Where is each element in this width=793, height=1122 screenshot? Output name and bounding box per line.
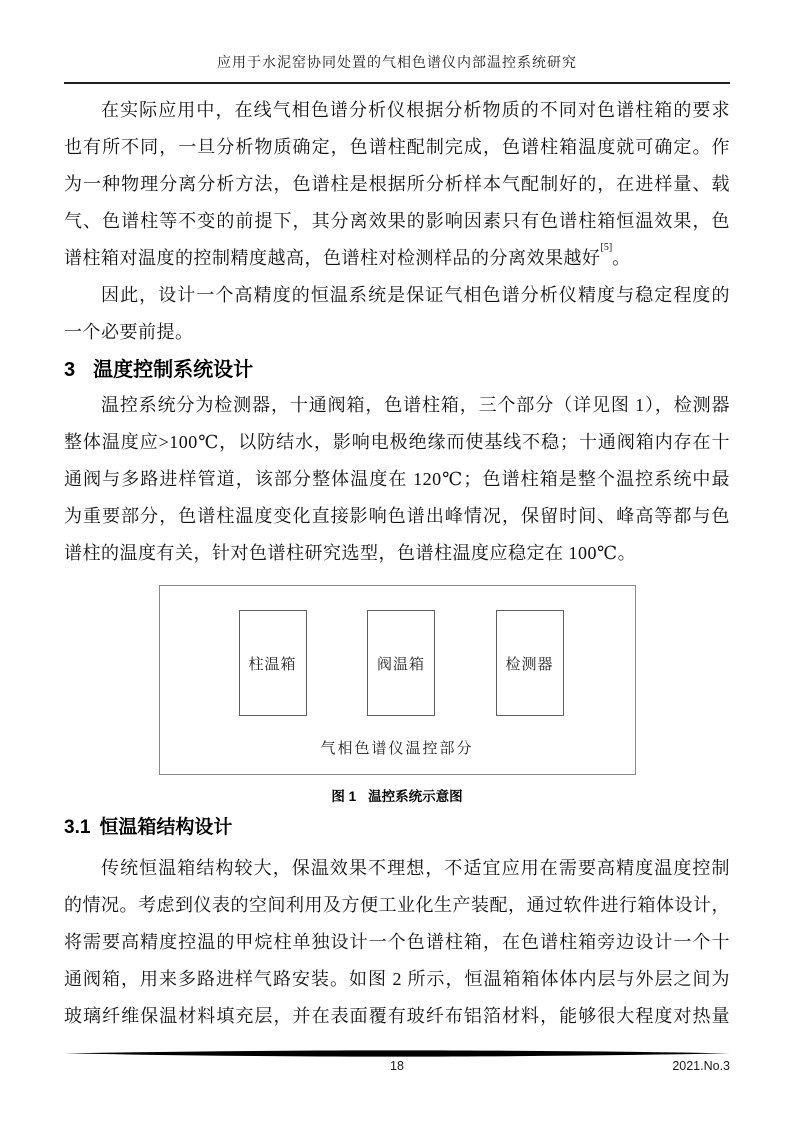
text-run: 谱柱箱对温度的控制精度越高，色谱柱对检测样品的分离效果越好	[64, 248, 601, 268]
text-line: 为重要部分，色谱柱温度变化直接影响色谱出峰情况，保留时间、峰高等都与色	[64, 506, 730, 526]
text-line: 也有所不同，一旦分析物质确定，色谱柱配制完成，色谱柱箱温度就可确定。作	[64, 137, 730, 157]
figure-caption-text: 温控系统示意图	[368, 789, 463, 804]
text-line: 的情况。考虑到仪表的空间利用及方便工业化生产装配，通过软件进行箱体设计，	[64, 895, 730, 915]
figure-box-valve-oven: 阀温箱	[367, 610, 435, 716]
text-line: 一个必要前提。	[64, 322, 194, 342]
figure-inner-label: 气相色谱仪温控部分	[320, 741, 474, 757]
text-line: 谱柱的温度有关，针对色谱柱研究选型，色谱柱温度应稳定在 100℃。	[64, 543, 637, 563]
section-title: 温度控制系统设计	[93, 359, 254, 381]
section-title: 恒温箱结构设计	[99, 817, 233, 838]
text-line: 为一种物理分离分析方法，色谱柱是根据所分析样本气配制好的，在进样量、载	[64, 174, 730, 194]
figure-box-row	[239, 610, 564, 716]
issue-number: 2021.No.3	[672, 1059, 730, 1073]
figure-box-detector: 检测器	[496, 610, 564, 716]
page-number: 18	[390, 1059, 404, 1073]
text-line: 整体温度应>100℃，以防结水，影响电极绝缘而使基线不稳；十通阀箱内存在十	[64, 432, 730, 452]
figure-1-diagram	[159, 585, 636, 775]
text-line: 温控系统分为检测器，十通阀箱，色谱柱箱，三个部分（详见图 1），检测器	[101, 395, 730, 415]
page-footer	[64, 1050, 730, 1077]
text-line: 因此，设计一个高精度的恒温系统是保证气相色谱分析仪精度与稳定程度的	[101, 285, 730, 305]
paragraph-2	[64, 277, 730, 351]
text-line: 通阀箱，用来多路进样气路安装。如图 2 所示，恒温箱箱体体内层与外层之间为	[64, 969, 730, 989]
figure-caption-tag: 图 1	[331, 789, 357, 804]
section-number: 3.1	[64, 817, 91, 838]
section-number: 3	[64, 359, 76, 381]
footer-rule	[64, 1050, 730, 1057]
section-heading-3-1	[64, 814, 730, 842]
text-line: 通阀与多路进样管道，该部分整体温度在 120℃；色谱柱箱是整个温控系统中最	[64, 469, 730, 489]
footer-row	[64, 1059, 730, 1077]
paragraph-1	[64, 92, 730, 277]
text-line: 传统恒温箱结构较大，保温效果不理想，不适宜应用在需要高精度温度控制	[101, 858, 730, 878]
citation-marker: [5]	[600, 242, 613, 253]
text-line: 玻璃纤维保温材料填充层，并在表面覆有玻纤布铝箔材料，能够很大程度对热量	[64, 1006, 730, 1026]
text-line	[64, 240, 730, 277]
running-header-title: 应用于水泥窑协同处置的气相色谱仪内部温控系统研究	[217, 56, 577, 71]
text-line: 气、色谱柱等不变的前提下，其分离效果的影响因素只有色谱柱箱恒温效果，色	[64, 211, 730, 231]
paragraph-4	[64, 850, 730, 1035]
header-rule	[64, 82, 730, 84]
figure-1-caption	[64, 787, 730, 807]
paragraph-3	[64, 387, 730, 572]
text-line: 将需要高精度控温的甲烷柱单独设计一个色谱柱箱，在色谱柱箱旁边设计一个十	[64, 932, 730, 952]
body-text	[64, 92, 730, 1035]
section-heading-3	[64, 355, 730, 385]
figure-box-column-oven: 柱温箱	[239, 610, 307, 716]
text-run: 。	[612, 248, 631, 268]
text-line: 在实际应用中，在线气相色谱分析仪根据分析物质的不同对色谱柱箱的要求	[101, 100, 730, 120]
